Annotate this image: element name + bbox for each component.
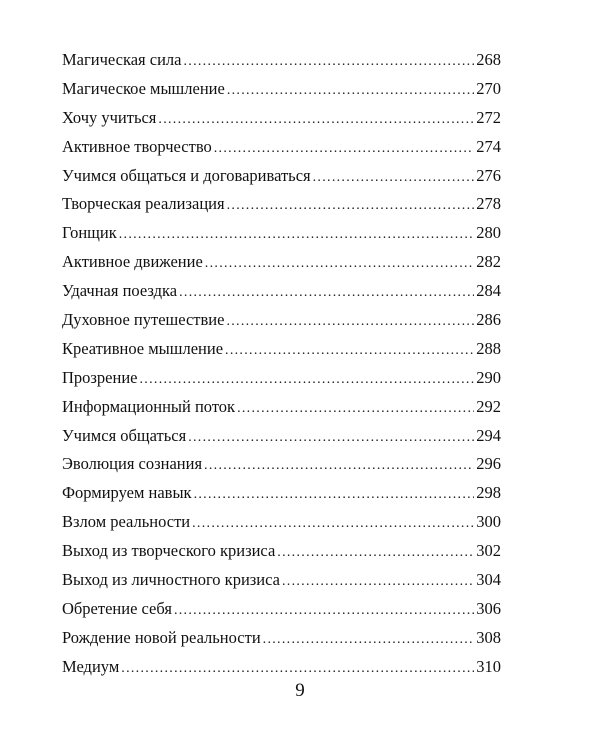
toc-entry-title: Медиум xyxy=(62,656,120,676)
toc-dot-leader xyxy=(205,250,474,277)
toc-entry-title: Активное движение xyxy=(62,252,203,272)
toc-dot-leader xyxy=(194,481,475,508)
toc-entry-title: Взлом реальности xyxy=(62,512,191,532)
toc-entry xyxy=(62,595,501,624)
toc-entry-page: 284 xyxy=(476,281,501,301)
toc-entry xyxy=(62,450,501,479)
toc-entry-page: 298 xyxy=(476,483,501,503)
toc-dot-leader xyxy=(192,510,474,537)
toc-entry xyxy=(62,479,501,508)
toc-dot-leader xyxy=(237,395,474,422)
toc-entry-title: Информационный поток xyxy=(62,396,236,416)
toc-entry xyxy=(62,277,501,306)
toc-entry xyxy=(62,219,501,248)
toc-dot-leader xyxy=(204,452,474,479)
toc-entry-page: 276 xyxy=(476,165,501,185)
toc-entry-page: 302 xyxy=(476,541,501,561)
toc-entry-title: Выход из творческого кризиса xyxy=(62,541,276,561)
toc-entry-page: 308 xyxy=(476,627,501,647)
toc-dot-leader xyxy=(227,192,475,219)
toc-entry xyxy=(62,393,501,422)
toc-entry xyxy=(62,537,501,566)
toc-entry-title: Удачная поездка xyxy=(62,281,178,301)
toc-entry-page: 306 xyxy=(476,598,501,618)
toc-entry xyxy=(62,248,501,277)
toc-entry xyxy=(62,653,501,682)
toc-entry xyxy=(62,133,501,162)
toc-dot-leader xyxy=(282,568,474,595)
toc-entry-title: Творческая реализация xyxy=(62,194,225,214)
table-of-contents xyxy=(62,46,501,682)
page-number: 9 xyxy=(295,680,305,701)
toc-dot-leader xyxy=(214,135,475,162)
toc-entry-title: Гонщик xyxy=(62,223,117,243)
toc-dot-leader xyxy=(119,221,475,248)
toc-entry xyxy=(62,624,501,653)
toc-entry-title: Формируем навык xyxy=(62,483,192,503)
toc-entry-title: Хочу учиться xyxy=(62,107,157,127)
toc-entry-page: 288 xyxy=(476,338,501,358)
toc-entry-page: 272 xyxy=(476,107,501,127)
toc-entry-title: Эволюция сознания xyxy=(62,454,203,474)
toc-entry-page: 274 xyxy=(476,136,501,156)
toc-dot-leader xyxy=(188,424,474,451)
toc-entry-page: 280 xyxy=(476,223,501,243)
toc-entry xyxy=(62,306,501,335)
toc-entry xyxy=(62,162,501,191)
toc-entry xyxy=(62,422,501,451)
toc-entry-title: Рождение новой реальности xyxy=(62,627,261,647)
toc-entry-title: Обретение себя xyxy=(62,598,172,618)
toc-entry-page: 292 xyxy=(476,396,501,416)
toc-entry-title: Учимся общаться xyxy=(62,425,187,445)
toc-dot-leader xyxy=(121,655,474,682)
toc-entry-page: 282 xyxy=(476,252,501,272)
toc-dot-leader xyxy=(183,48,474,75)
toc-entry-title: Магическая сила xyxy=(62,50,182,69)
toc-entry-page: 296 xyxy=(476,454,501,474)
toc-entry-page: 286 xyxy=(476,310,501,330)
toc-dot-leader xyxy=(277,539,474,566)
toc-entry-page: 268 xyxy=(476,50,501,69)
toc-entry xyxy=(62,46,501,75)
toc-entry xyxy=(62,190,501,219)
toc-entry-page: 304 xyxy=(476,570,501,590)
toc-entry-page: 278 xyxy=(476,194,501,214)
toc-entry-title: Духовное путешествие xyxy=(62,310,225,330)
toc-dot-leader xyxy=(227,77,474,104)
toc-entry-title: Магическое мышление xyxy=(62,78,225,98)
toc-entry-page: 290 xyxy=(476,367,501,387)
toc-entry xyxy=(62,566,501,595)
toc-entry xyxy=(62,364,501,393)
toc-entry-page: 294 xyxy=(476,425,501,445)
toc-dot-leader xyxy=(263,626,475,653)
toc-entry-page: 300 xyxy=(476,512,501,532)
toc-entry xyxy=(62,75,501,104)
toc-dot-leader xyxy=(225,337,474,364)
toc-dot-leader xyxy=(226,308,474,335)
toc-entry-title: Прозрение xyxy=(62,367,138,387)
toc-dot-leader xyxy=(313,164,475,191)
toc-entry-title: Выход из личностного кризиса xyxy=(62,570,280,590)
toc-entry-page: 310 xyxy=(476,656,501,676)
toc-entry xyxy=(62,335,501,364)
toc-entry-title: Учимся общаться и договариваться xyxy=(62,165,311,185)
toc-entry-title: Активное творчество xyxy=(62,136,212,156)
toc-entry xyxy=(62,104,501,133)
toc-entry-page: 270 xyxy=(476,78,501,98)
toc-dot-leader xyxy=(140,366,475,393)
toc-entry-title: Креативное мышление xyxy=(62,338,224,358)
toc-dot-leader xyxy=(174,597,474,624)
toc-entry xyxy=(62,508,501,537)
toc-dot-leader xyxy=(179,279,474,306)
toc-dot-leader xyxy=(158,106,474,133)
